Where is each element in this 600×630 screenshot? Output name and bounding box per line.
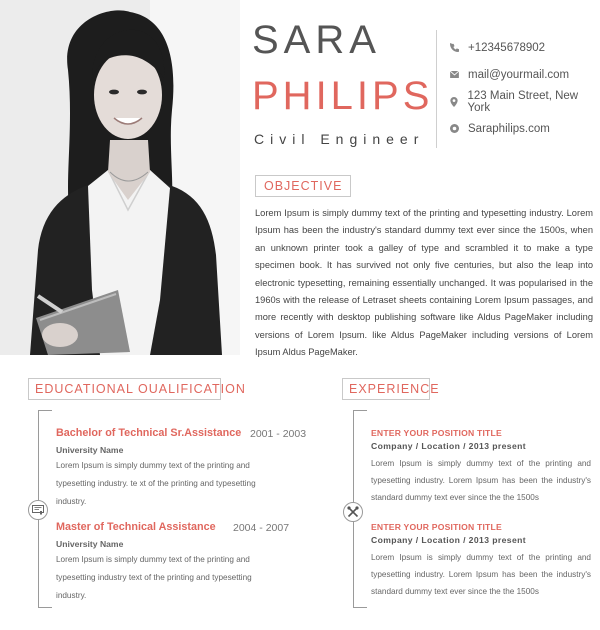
contact-address-text: 123 Main Street, New York bbox=[467, 89, 579, 114]
education-years: 2004 - 2007 bbox=[233, 522, 290, 534]
experience-heading: EXPERIENCE bbox=[342, 378, 430, 400]
certificate-icon bbox=[28, 500, 48, 520]
first-name: SARA bbox=[252, 18, 381, 62]
experience-company: Company / Location / 2013 present bbox=[371, 441, 527, 451]
experience-description: Lorem Ipsum is simply dummy text of the printing and typesetting industry. Lorem Ipsum has been the industry's standard dummy text ever since the the 1500s bbox=[371, 553, 591, 596]
profile-photo bbox=[0, 0, 240, 355]
contact-email-text: mail@yourmail.com bbox=[468, 68, 570, 81]
experience-timeline-cap-bottom bbox=[353, 607, 367, 608]
contact-address bbox=[450, 88, 600, 115]
contact-email[interactable] bbox=[450, 61, 600, 88]
objective-text: Lorem Ipsum is simply dummy text of the printing and typesetting industry. Lorem Ipsum has been the industry's standard dummy text ever since the 1500s, when an unknown printer took a galley of type and scrambled it to make a type specimen book. It has survived not only five centuries, but also the leap into electronic typesetting, remaining essentially unchanged. It was popularised in the 1960s with the release of Letraset sheets containing Lorem Ipsum passages, and more recently with desktop publishing software like Aldus PageMaker including versions of Lorem Ipsum. like Aldus PageMaker including versions of Lorem Ipsum Aldus PageMaker. bbox=[255, 208, 593, 358]
education-school: University Name bbox=[56, 539, 124, 549]
experience-entry bbox=[371, 522, 591, 600]
contact-website-text: Saraphilips.com bbox=[468, 122, 550, 135]
education-timeline-cap-bottom bbox=[38, 607, 52, 608]
experience-timeline-cap-top bbox=[353, 410, 367, 411]
contact-phone bbox=[450, 34, 600, 61]
globe-icon bbox=[450, 124, 468, 133]
education-description: Lorem Ipsum is simply dummy text of the printing and typesetting industry. te xt of the printing and typesetting industry. bbox=[56, 461, 256, 506]
education-entry bbox=[56, 521, 316, 605]
experience-description: Lorem Ipsum is simply dummy text of the printing and typesetting industry. Lorem Ipsum has been the industry's standard dummy text ever since the the 1500s bbox=[371, 459, 591, 502]
location-pin-icon bbox=[450, 97, 468, 107]
last-name: PHILIPS bbox=[252, 74, 434, 118]
contact-list bbox=[450, 34, 600, 142]
mail-icon bbox=[450, 71, 468, 78]
education-description: Lorem Ipsum is simply dummy text of the printing and typesetting industry text of the printing and typesetting industry. bbox=[56, 555, 252, 600]
objective-heading: OBJECTIVE bbox=[255, 175, 351, 197]
education-heading: EDUCATIONAL OUALIFICATION bbox=[28, 378, 221, 400]
experience-entry bbox=[371, 428, 591, 506]
contact-website[interactable] bbox=[450, 115, 600, 142]
job-title: Civil Engineer bbox=[254, 131, 425, 147]
education-degree: Bachelor of Technical Sr.Assistance bbox=[56, 427, 242, 439]
education-timeline-cap-top bbox=[38, 410, 52, 411]
education-years: 2001 - 2003 bbox=[250, 428, 307, 440]
tools-icon bbox=[343, 502, 363, 522]
education-entry bbox=[56, 427, 316, 511]
contact-phone-text: +12345678902 bbox=[468, 41, 546, 54]
experience-company: Company / Location / 2013 present bbox=[371, 535, 527, 545]
experience-position-title: ENTER YOUR POSITION TITLE bbox=[371, 522, 502, 532]
header-divider bbox=[436, 30, 437, 148]
experience-position-title: ENTER YOUR POSITION TITLE bbox=[371, 428, 502, 438]
education-degree: Master of Technical Assistance bbox=[56, 521, 216, 533]
phone-icon bbox=[450, 43, 468, 52]
education-school: University Name bbox=[56, 445, 124, 455]
